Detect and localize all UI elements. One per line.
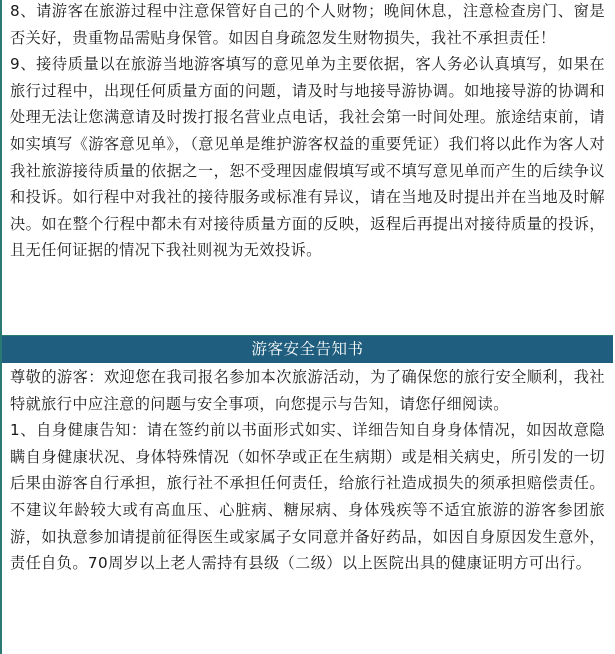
notice-item-9: 9、接待质量以在旅游当地游客填写的意见单为主要依据，客人务必认真填写，如果在旅行过程中，出现任何质量方面的问题，请及时与地接导游协调。如地接导游的协调和处理无法让您满意请及时拨打报名营业点电话，我社会第一时间处理。旅途结束前，请如实填写《游客意见单》，（意见单是维护游客权益的重要凭证）我们将以此作为客人对我社旅游接待质量的依据之一，恕不受理因虚假填写或不填写意见单而产生的后续争议和投诉。如行程中对我社的接待服务或标准有异议，请在当地及时提出并在当地及时解决。如在整个行程中都未有对接待质量方面的反映，返程后再提出对接待质量的投诉，且无任何证据的情况下我社则视为无效投诉。 xyxy=(10,55,605,260)
notice-continued-section xyxy=(2,0,613,336)
safety-notice-section xyxy=(2,363,613,654)
section-header-safety-notice: 游客安全告知书 xyxy=(2,336,613,363)
safety-greeting: 尊敬的游客：欢迎您在我司报名参加本次旅游活动，为了确保您的旅行安全顺利，我社特就旅行中应注意的问题与安全事项，向您提示与告知，请您仔细阅读。 xyxy=(10,368,605,413)
notice-item-8: 8、请游客在旅游过程中注意保管好自己的个人财物；晚间休息，注意检查房门、窗是否关好，贵重物品需贴身保管。如因自身疏忽发生财物损失，我社不承担责任！ xyxy=(10,2,605,47)
safety-item-1: 1、自身健康告知：请在签约前以书面形式如实、详细告知自身身体情况，如因故意隐瞒自身健康状况、身体特殊情况（如怀孕或正在生病期）或是相关病史，所引发的一切后果由游客自行承担，旅行社不承担任何责任，给旅行社造成损失的须承担赔偿责任。不建议年龄较大或有高血压、心脏病、糖尿病、身体残疾等不适宜旅游的游客参团旅游，如执意参加请提前征得医生或家属子女同意并备好药品，如因自身原因发生意外，责任自负。70周岁以上老人需持有县级（二级）以上医院出具的健康证明方可出行。 xyxy=(10,421,605,573)
